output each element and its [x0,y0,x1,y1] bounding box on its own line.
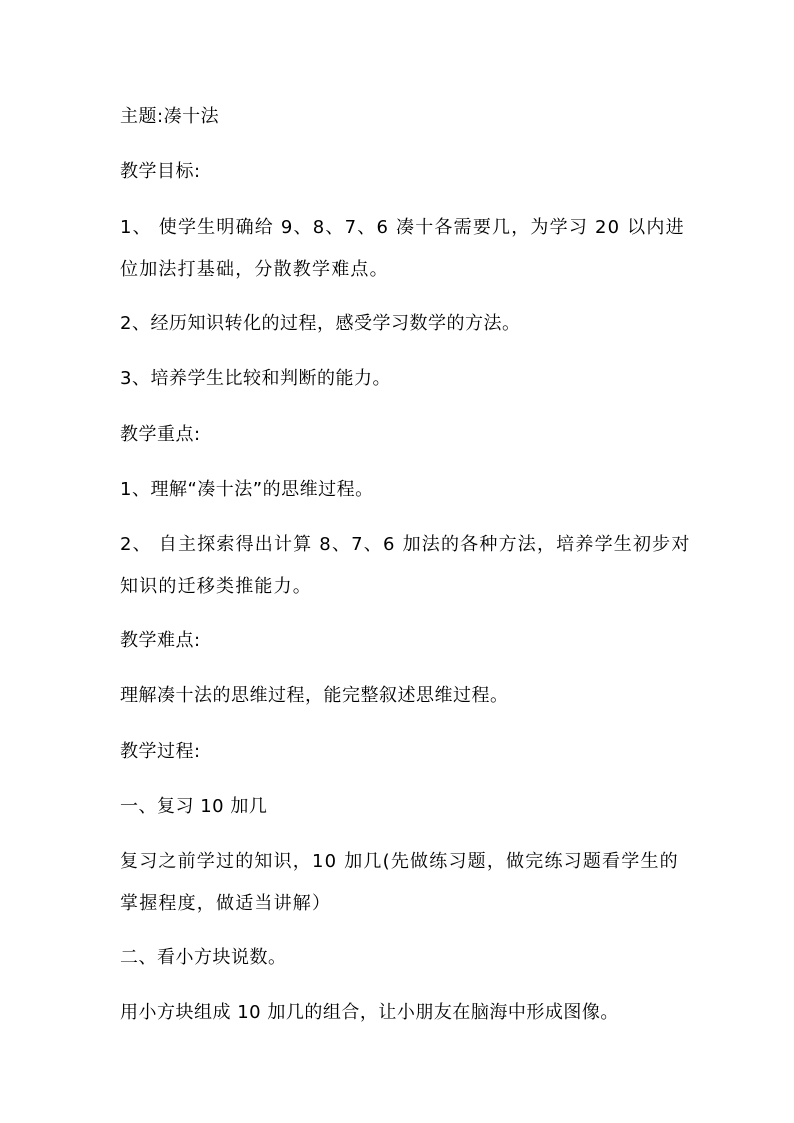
key-point-2: 2、 自主探索得出计算 8、7、6 加法的各种方法，培养学生初步对知识的迁移类推能力。 [120,534,691,597]
step-1-heading: 一、复习 10 加几 [120,796,268,817]
difficulties-heading: 教学难点: [120,630,201,651]
teaching-goals-heading: 教学目标: [120,161,201,182]
goal-item-1: 1、 使学生明确给 9、8、7、6 凑十各需要几，为学习 20 以内进位加法打基础，分散教学难点。 [120,217,685,280]
difficulty-item: 理解凑十法的思维过程，能完整叙述思维过程。 [120,685,509,706]
step-2-heading: 二、看小方块说数。 [120,947,287,968]
key-point-1: 1、理解“凑十法”的思维过程。 [120,479,374,500]
goal-item-2: 2、经历知识转化的过程，感受学习数学的方法。 [120,313,521,334]
step-1-description: 复习之前学过的知识，10 加几(先做练习题，做完练习题看学生的掌握程度，做适当讲解） [120,851,679,914]
key-points-heading: 教学重点: [120,424,201,445]
process-heading: 教学过程: [120,741,201,762]
goal-item-3: 3、培养学生比较和判断的能力。 [120,368,391,389]
topic-line: 主题:凑十法 [120,106,220,127]
step-2-description: 用小方块组成 10 加几的组合，让小朋友在脑海中形成图像。 [120,1002,619,1023]
